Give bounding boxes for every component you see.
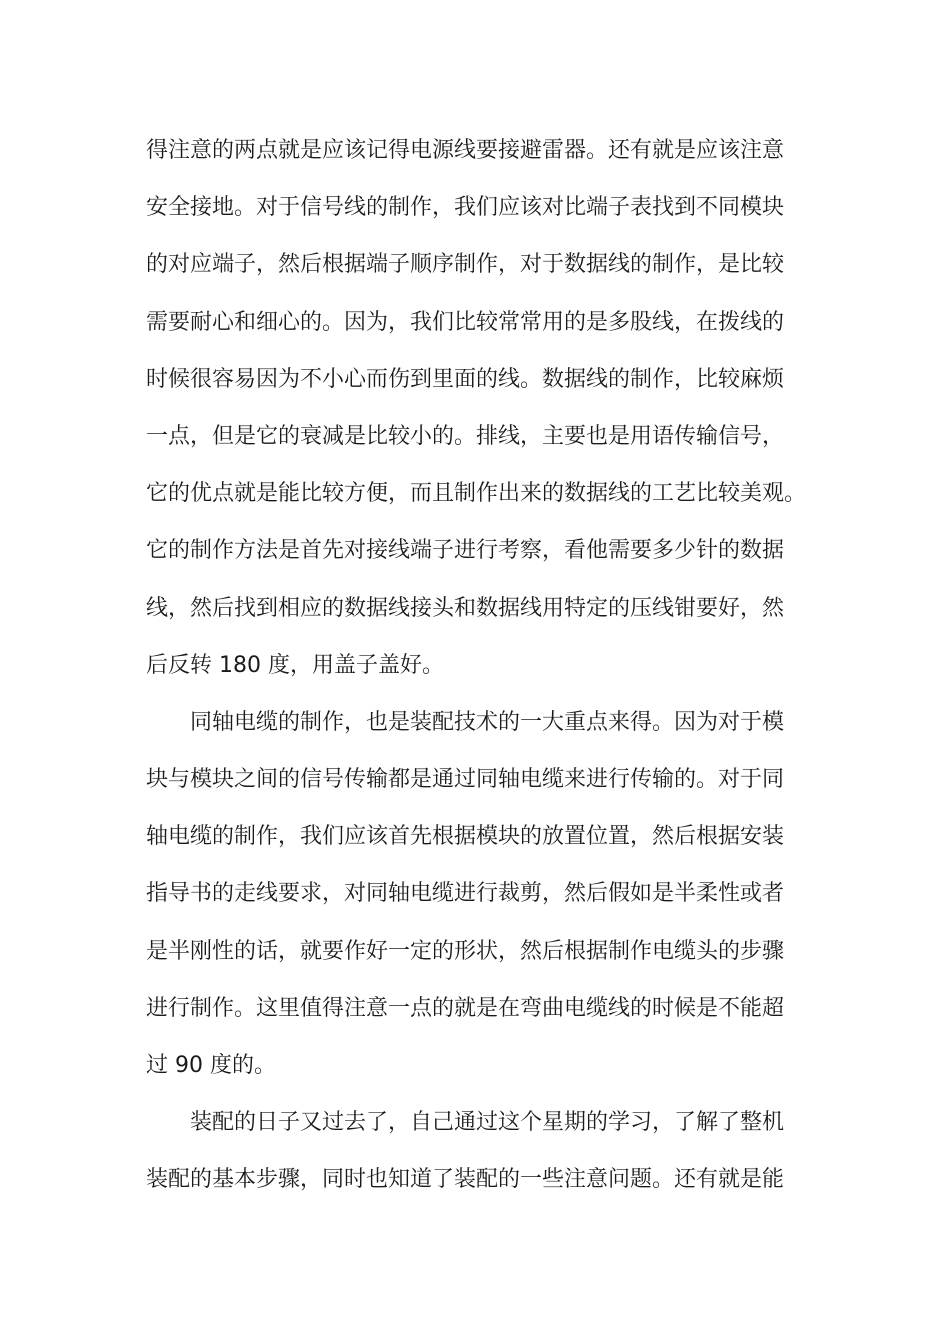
text-line: 进行制作。这里值得注意一点的就是在弯曲电缆线的时候是不能超 [146, 995, 785, 1021]
text-line: 得注意的两点就是应该记得电源线要接避雷器。还有就是应该注意 [146, 138, 785, 163]
text-line: 是半刚性的话，就要作好一定的形状，然后根据制作电缆头的步骤 [146, 938, 785, 964]
paragraph-start-line: 同轴电缆的制作，也是装配技术的一大重点来得。因为对于模 [190, 709, 785, 735]
text-line: 一点，但是它的衰减是比较小的。排线，主要也是用语传输信号， [146, 423, 785, 449]
text-line: 需要耐心和细心的。因为，我们比较常常用的是多股线，在拨线的 [146, 309, 785, 335]
body-text [146, 129, 818, 1216]
paragraph-start-line: 装配的日子又过去了，自己通过这个星期的学习，了解了整机 [190, 1110, 785, 1136]
text-line: 安全接地。对于信号线的制作，我们应该对比端子表找到不同模块 [146, 195, 785, 221]
text-line: 装配的基本步骤，同时也知道了装配的一些注意问题。还有就是能 [146, 1167, 785, 1193]
text-line: 轴电缆的制作，我们应该首先根据模块的放置位置，然后根据安装 [146, 824, 785, 850]
text-line: 后反转 180 度，用盖子盖好。 [146, 652, 444, 678]
text-line: 它的优点就是能比较方便，而且制作出来的数据线的工艺比较美观。 [146, 481, 807, 507]
text-line: 它的制作方法是首先对接线端子进行考察，看他需要多少针的数据 [146, 538, 785, 564]
text-line: 过 90 度的。 [146, 1053, 276, 1078]
text-line: 指导书的走线要求，对同轴电缆进行裁剪，然后假如是半柔性或者 [146, 881, 785, 907]
text-line: 线，然后找到相应的数据线接头和数据线用特定的压线钳要好，然 [146, 595, 785, 621]
text-line: 块与模块之间的信号传输都是通过同轴电缆来进行传输的。对于同 [146, 767, 785, 793]
text-line: 时候很容易因为不小心而伤到里面的线。数据线的制作，比较麻烦 [146, 366, 785, 392]
text-line: 的对应端子，然后根据端子顺序制作，对于数据线的制作，是比较 [146, 252, 785, 278]
